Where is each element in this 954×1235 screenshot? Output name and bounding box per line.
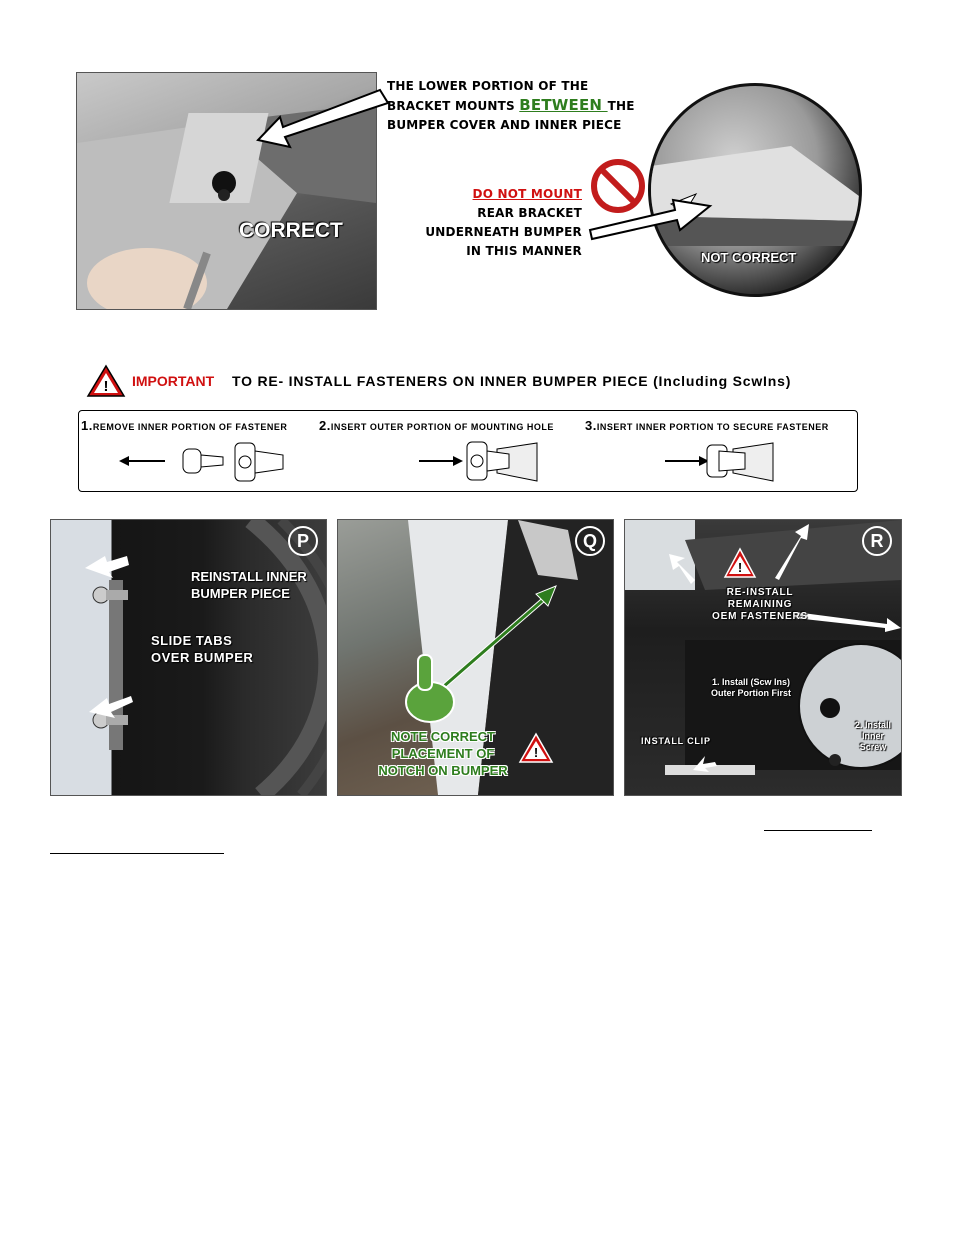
panel-p-letter: P [288,526,318,556]
not-correct-label: NOT CORRECT [701,250,797,265]
warning-arrow [585,192,715,242]
panel-p-caption-1: REINSTALL INNER BUMPER PIECE [191,569,307,601]
panel-r-warning-icon [723,547,757,579]
step-3-graphic [663,439,793,485]
panel-r-caption: RE-INSTALL REMAINING OEM FASTENERS [712,587,808,622]
panel-r-graphic [625,520,901,795]
fastener-steps-box [78,410,858,492]
step-1-graphic [115,441,335,486]
underline-fragment-2 [50,853,224,854]
underline-fragment-1 [764,830,872,831]
step-1: 1.REMOVE INNER PORTION OF FASTENER [81,418,288,433]
panel-r-install-clip: INSTALL CLIP [641,736,711,746]
panel-r-install-2: 2. Install Inner Screw [854,720,891,752]
svg-text:!: ! [533,745,539,760]
correct-label: CORRECT [239,219,343,242]
step-2: 2.INSERT OUTER PORTION OF MOUNTING HOLE [319,418,554,433]
important-label: IMPORTANT [132,373,215,389]
panel-p-caption-2: SLIDE TABS OVER BUMPER [151,633,254,665]
panel-q-photo [337,519,614,796]
panel-r-photo [624,519,902,796]
svg-text:!: ! [737,560,743,575]
not-correct-photo [648,83,862,297]
warning-triangle-icon [86,364,126,398]
panel-q-letter: Q [575,526,605,556]
panel-r-install-1: 1. Install (Scw Ins) Outer Portion First [710,677,791,698]
panel-q-caption: NOTE CORRECT PLACEMENT OF NOTCH ON BUMPER [378,729,508,778]
step-3: 3.INSERT INNER PORTION TO SECURE FASTENER [585,418,829,433]
important-text: TO RE- INSTALL FASTENERS ON INNER BUMPER PIECE (Including ScwIns) [232,373,792,389]
do-not-mount-warning: DO NOT MOUNT REAR BRACKET UNDERNEATH BUMPER IN THIS MANNER [425,187,582,258]
svg-text:!: ! [103,378,109,395]
callout-arrow [250,85,390,155]
bracket-callout: THE LOWER PORTION OF THE BRACKET MOUNTS BETWEEN THE BUMPER COVER AND INNER PIECE [387,79,635,132]
panel-p-photo [50,519,327,796]
step-2-graphic [417,439,547,485]
panel-r-letter: R [862,526,892,556]
